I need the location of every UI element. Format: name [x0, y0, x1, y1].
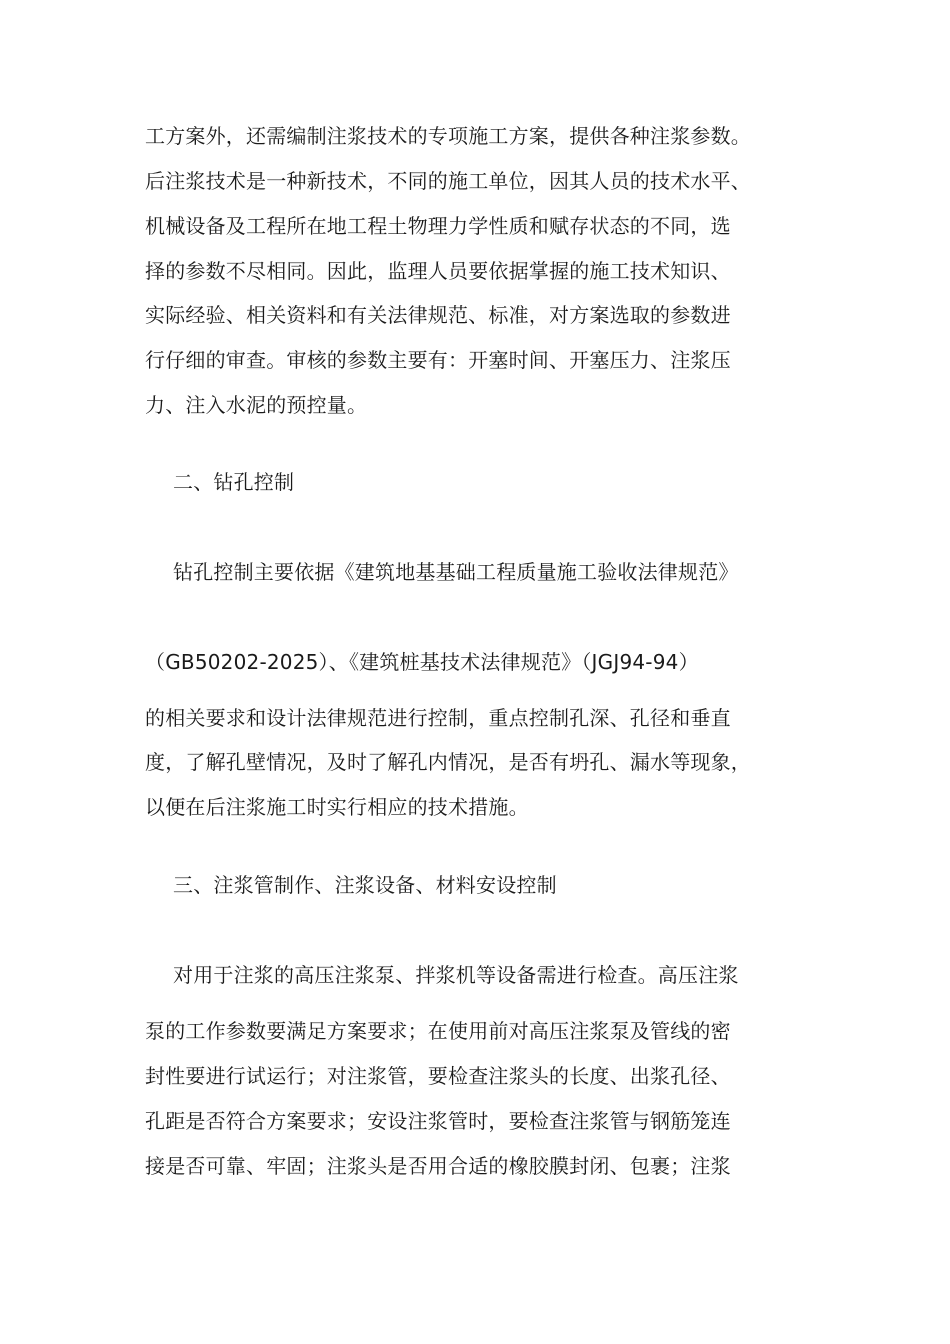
paragraph-line: 接是否可靠、牢固；注浆头是否用合适的橡胶膜封闭、包裹；注浆 — [145, 1154, 731, 1178]
paragraph-line: 机械设备及工程所在地工程土物理力学性质和赋存状态的不同，选 — [145, 214, 731, 238]
paragraph-line: 泵的工作参数要满足方案要求；在使用前对高压注浆泵及管线的密 — [145, 1019, 731, 1043]
paragraph-line: 封性要进行试运行；对注浆管，要检查注浆头的长度、出浆孔径、 — [145, 1064, 731, 1088]
paragraph-line: 孔距是否符合方案要求；安设注浆管时，要检查注浆管与钢筋笼连 — [145, 1109, 731, 1133]
paragraph-line: 度，了解孔壁情况，及时了解孔内情况，是否有坍孔、漏水等现象， — [145, 750, 751, 774]
paragraph-line: 钻孔控制主要依据《建筑地基基础工程质量施工验收法律规范》 — [173, 560, 739, 584]
section-heading: 二、钻孔控制 — [173, 470, 295, 494]
paragraph-line: 后注浆技术是一种新技术，不同的施工单位，因其人员的技术水平、 — [145, 169, 751, 193]
paragraph-line: 对用于注浆的高压注浆泵、拌浆机等设备需进行检查。高压注浆 — [173, 963, 739, 987]
paragraph-line: （GB50202-2025）、《建筑桩基技术法律规范》（JGJ94-94） — [145, 650, 699, 674]
paragraph-line: 的相关要求和设计法律规范进行控制，重点控制孔深、孔径和垂直 — [145, 706, 731, 730]
paragraph-line: 力、注入水泥的预控量。 — [145, 393, 368, 417]
paragraph-line: 以便在后注浆施工时实行相应的技术措施。 — [145, 795, 529, 819]
paragraph-line: 实际经验、相关资料和有关法律规范、标准，对方案选取的参数进 — [145, 303, 731, 327]
paragraph-line: 择的参数不尽相同。因此，监理人员要依据掌握的施工技术知识、 — [145, 259, 731, 283]
paragraph-line: 工方案外，还需编制注浆技术的专项施工方案，提供各种注浆参数。 — [145, 124, 751, 148]
paragraph-line: 行仔细的审查。审核的参数主要有：开塞时间、开塞压力、注浆压 — [145, 348, 731, 372]
section-heading: 三、注浆管制作、注浆设备、材料安设控制 — [173, 873, 557, 897]
